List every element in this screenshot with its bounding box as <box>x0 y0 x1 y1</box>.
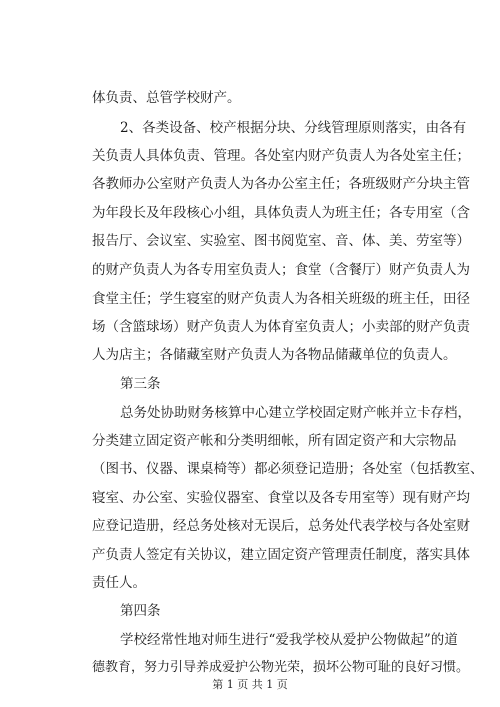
text-line-7: 的财产负责人为各专用室负责人；食堂（含餐厅）财产负责人为 <box>92 262 470 278</box>
text-line-12: 分类建立固定资产帐和分类明细帐，所有固定资产和大宗物品 <box>92 433 457 449</box>
text-line-3: 关负责人具体负责、管理。各处室内财产负责人为各处室主任； <box>92 148 470 164</box>
text-line-8: 食堂主任；学生寝室的财产负责人为各相关班级的班主任，田径 <box>92 291 470 307</box>
page-footer: 第 1 页 共 1 页 <box>212 678 288 691</box>
text-line-13: （图书、仪器、课桌椅等）都必须登记造册；各处室（包括教室、 <box>92 461 484 477</box>
text-line-17: 责任人。 <box>92 575 146 591</box>
text-line-6: 报告厅、会议室、实验室、图书阅览室、音、体、美、劳室等） <box>92 233 470 249</box>
text-line-11: 总务处协助财务核算中心建立学校固定财产帐并立卡存档， <box>120 405 471 421</box>
section-heading-3: 第三条 <box>120 376 161 392</box>
text-line-1: 体负责、总管学校财产。 <box>92 90 241 106</box>
text-line-19: 德教育，努力引导养成爱护公物光荣，损坏公物可耻的良好习惯。 <box>92 660 470 675</box>
text-line-4: 各教师办公室财产负责人为各办公室主任；各班级财产分块主管 <box>92 176 470 192</box>
text-line-5: 为年段长及年段核心小组，具体负责人为班主任；各专用室（含 <box>92 205 470 221</box>
text-line-15: 应登记造册，经总务处核对无误后，总务处代表学校与各处室财 <box>92 518 470 534</box>
text-line-9: 场（含篮球场）财产负责人为体育室负责人；小卖部的财产负责 <box>92 319 470 335</box>
text-line-16: 产负责人签定有关协议，建立固定资产管理责任制度，落实具体 <box>92 547 470 563</box>
text-line-2: 2、各类设备、校产根据分块、分线管理原则落实，由各有 <box>120 120 467 136</box>
text-line-10: 人为店主；各储藏室财产负责人为各物品储藏单位的负责人。 <box>92 347 457 363</box>
section-heading-4: 第四条 <box>120 603 161 619</box>
text-line-18: 学校经常性地对师生进行“爱我学校从爱护公物做起”的道 <box>120 632 458 648</box>
text-line-14: 寝室、办公室、实验仪器室、食堂以及各专用室等）现有财产均 <box>92 490 470 506</box>
